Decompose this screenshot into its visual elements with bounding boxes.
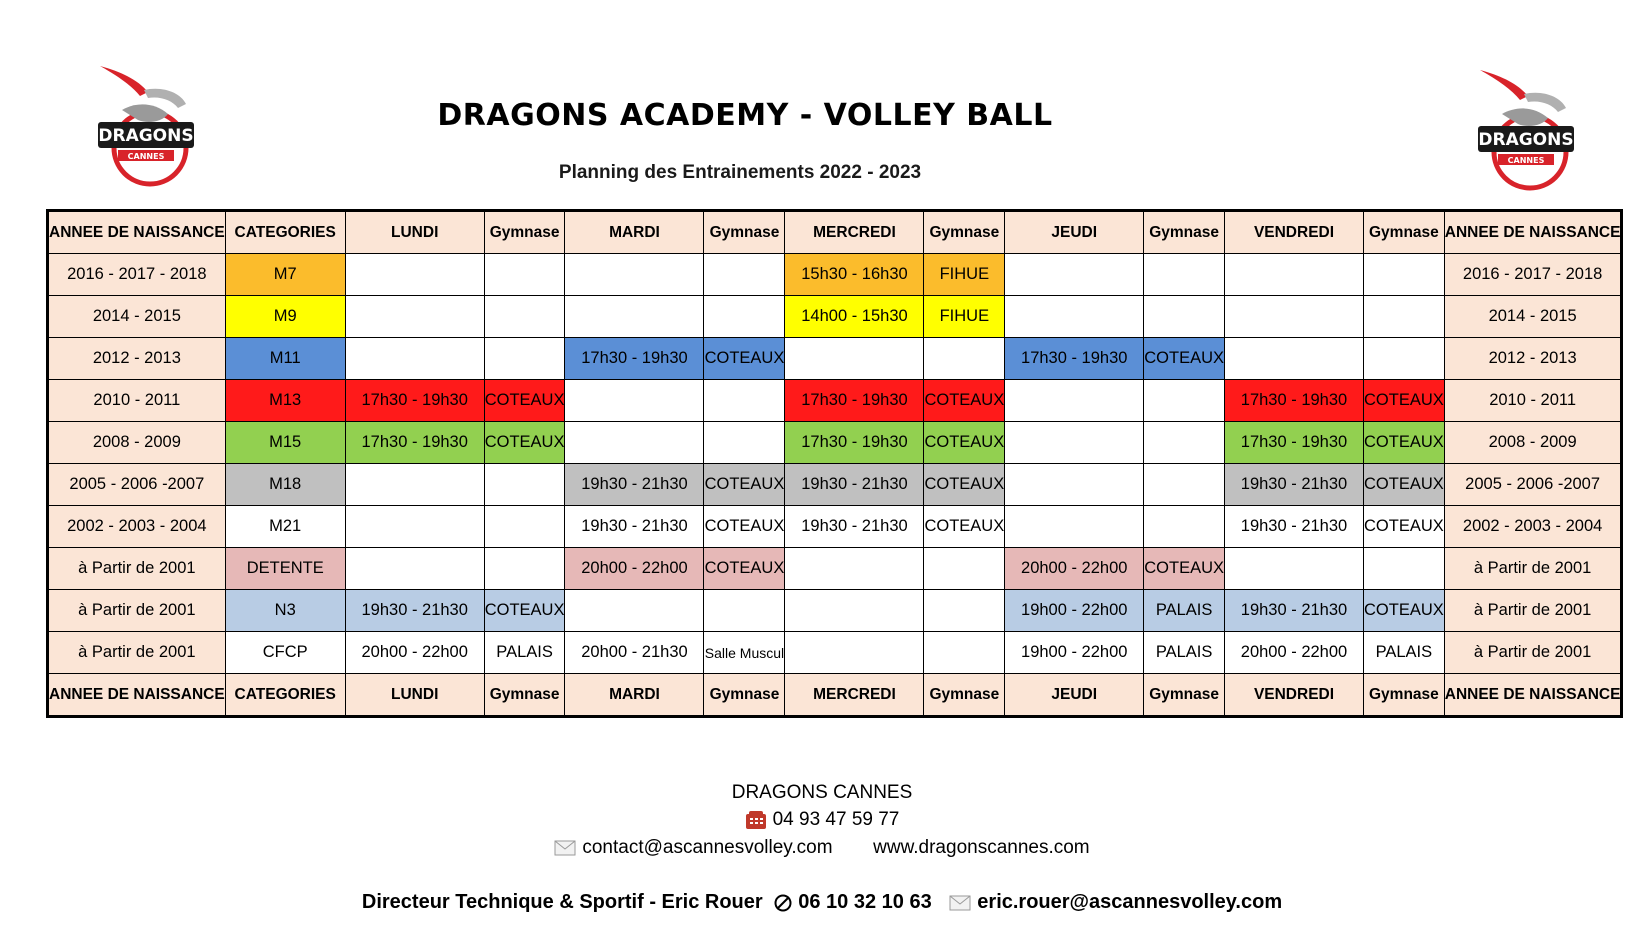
time-slot-cell: 19h30 - 21h30	[1225, 464, 1364, 506]
table-header-row	[48, 211, 1622, 254]
club-website[interactable]: www.dragonscannes.com	[873, 837, 1090, 858]
gym-cell	[484, 296, 565, 338]
gym-cell: COTEAUX	[924, 422, 1005, 464]
column-header: Gymnase	[484, 211, 565, 254]
column-header: CATEGORIES	[225, 211, 345, 254]
column-header: LUNDI	[345, 674, 484, 717]
time-slot-cell	[1005, 254, 1144, 296]
time-slot-cell: 19h00 - 22h00	[1005, 590, 1144, 632]
birth-year-cell: 2005 - 2006 -2007	[48, 464, 226, 506]
category-cell: M15	[225, 422, 345, 464]
time-slot-cell: 17h30 - 19h30	[1225, 380, 1364, 422]
time-slot-cell	[1225, 548, 1364, 590]
time-slot-cell: 17h30 - 19h30	[565, 338, 704, 380]
gym-cell	[1364, 254, 1445, 296]
director-name: Directeur Technique & Sportif - Eric Rouer	[361, 891, 763, 913]
birth-year-cell: à Partir de 2001	[1444, 590, 1622, 632]
gym-cell: COTEAUX	[484, 590, 565, 632]
time-slot-cell	[1005, 380, 1144, 422]
time-slot-cell	[565, 296, 704, 338]
gym-cell	[704, 380, 785, 422]
gym-cell: COTEAUX	[704, 548, 785, 590]
birth-year-cell: à Partir de 2001	[48, 632, 226, 674]
gym-cell	[484, 506, 565, 548]
time-slot-cell	[565, 422, 704, 464]
column-header: Gymnase	[1144, 674, 1225, 717]
gym-cell	[1144, 422, 1225, 464]
gym-cell: COTEAUX	[484, 380, 565, 422]
column-header: Gymnase	[704, 211, 785, 254]
table-row	[48, 632, 1622, 674]
birth-year-cell: 2002 - 2003 - 2004	[48, 506, 226, 548]
table-row	[48, 380, 1622, 422]
time-slot-cell	[785, 632, 924, 674]
category-cell: M7	[225, 254, 345, 296]
birth-year-cell: à Partir de 2001	[1444, 632, 1622, 674]
mail-icon	[554, 840, 576, 856]
time-slot-cell	[1005, 464, 1144, 506]
column-header: Gymnase	[484, 674, 565, 717]
table-row	[48, 296, 1622, 338]
time-slot-cell	[345, 548, 484, 590]
gym-cell: FIHUE	[924, 296, 1005, 338]
category-cell: M9	[225, 296, 345, 338]
birth-year-cell: 2010 - 2011	[48, 380, 226, 422]
time-slot-cell: 19h30 - 21h30	[565, 464, 704, 506]
column-header: Gymnase	[1364, 211, 1445, 254]
time-slot-cell: 14h00 - 15h30	[785, 296, 924, 338]
column-header: VENDREDI	[1225, 674, 1364, 717]
gym-cell: COTEAUX	[1364, 464, 1445, 506]
logo-text-top: DRAGONS	[1478, 130, 1574, 150]
footer-contact-line	[0, 837, 1644, 859]
gym-cell: COTEAUX	[924, 380, 1005, 422]
gym-cell: COTEAUX	[704, 464, 785, 506]
column-header: MERCREDI	[785, 211, 924, 254]
time-slot-cell	[1225, 338, 1364, 380]
column-header: Gymnase	[924, 674, 1005, 717]
table-row	[48, 422, 1622, 464]
time-slot-cell: 20h00 - 21h30	[565, 632, 704, 674]
time-slot-cell	[345, 254, 484, 296]
category-cell: M13	[225, 380, 345, 422]
gym-cell: PALAIS	[1364, 632, 1445, 674]
time-slot-cell	[1005, 506, 1144, 548]
time-slot-cell: 20h00 - 22h00	[1005, 548, 1144, 590]
gym-cell: COTEAUX	[1364, 506, 1445, 548]
gym-cell: PALAIS	[484, 632, 565, 674]
time-slot-cell	[1005, 296, 1144, 338]
time-slot-cell: 17h30 - 19h30	[1005, 338, 1144, 380]
page-title: DRAGONS ACADEMY - VOLLEY BALL	[437, 98, 1053, 133]
column-header: ANNEE DE NAISSANCE	[48, 674, 226, 717]
time-slot-cell	[1225, 254, 1364, 296]
footer-club	[0, 782, 1644, 804]
gym-cell	[704, 254, 785, 296]
time-slot-cell	[565, 590, 704, 632]
footer-director-line	[0, 891, 1644, 914]
gym-cell	[1364, 296, 1445, 338]
gym-cell: PALAIS	[1144, 590, 1225, 632]
birth-year-cell: 2014 - 2015	[1444, 296, 1622, 338]
table-row	[48, 338, 1622, 380]
gym-cell	[1364, 338, 1445, 380]
director-phone: 06 10 32 10 63	[798, 891, 932, 913]
column-header: Gymnase	[704, 674, 785, 717]
time-slot-cell: 19h30 - 21h30	[1225, 506, 1364, 548]
time-slot-cell	[565, 254, 704, 296]
director-email[interactable]: eric.rouer@ascannesvolley.com	[977, 891, 1283, 913]
birth-year-cell: 2016 - 2017 - 2018	[48, 254, 226, 296]
table-row	[48, 548, 1622, 590]
birth-year-cell: 2012 - 2013	[48, 338, 226, 380]
category-cell: M11	[225, 338, 345, 380]
birth-year-cell: 2008 - 2009	[1444, 422, 1622, 464]
time-slot-cell	[785, 338, 924, 380]
column-header: JEUDI	[1005, 674, 1144, 717]
gym-cell: COTEAUX	[704, 338, 785, 380]
gym-cell: COTEAUX	[1364, 590, 1445, 632]
gym-cell	[924, 590, 1005, 632]
time-slot-cell: 17h30 - 19h30	[1225, 422, 1364, 464]
gym-cell	[484, 464, 565, 506]
table-row	[48, 506, 1622, 548]
phone-icon	[745, 810, 767, 830]
training-schedule-table	[46, 209, 1623, 718]
gym-cell	[704, 296, 785, 338]
column-header: MARDI	[565, 674, 704, 717]
birth-year-cell: 2014 - 2015	[48, 296, 226, 338]
time-slot-cell	[785, 590, 924, 632]
mail-icon	[949, 895, 971, 911]
gym-cell	[1144, 506, 1225, 548]
logo-text-top: DRAGONS	[98, 126, 194, 146]
gym-cell: COTEAUX	[924, 464, 1005, 506]
category-cell: DETENTE	[225, 548, 345, 590]
table-row	[48, 254, 1622, 296]
column-header: ANNEE DE NAISSANCE	[1444, 211, 1622, 254]
table-row	[48, 464, 1622, 506]
column-header: CATEGORIES	[225, 674, 345, 717]
table-header-row	[48, 674, 1622, 717]
time-slot-cell	[1225, 296, 1364, 338]
time-slot-cell: 17h30 - 19h30	[785, 422, 924, 464]
gym-cell	[704, 590, 785, 632]
birth-year-cell: 2005 - 2006 -2007	[1444, 464, 1622, 506]
birth-year-cell: à Partir de 2001	[48, 548, 226, 590]
column-header: Gymnase	[1144, 211, 1225, 254]
footer-phone-line	[0, 809, 1644, 831]
birth-year-cell: à Partir de 2001	[48, 590, 226, 632]
gym-cell: PALAIS	[1144, 632, 1225, 674]
gym-cell: COTEAUX	[704, 506, 785, 548]
time-slot-cell: 19h30 - 21h30	[565, 506, 704, 548]
mobile-phone-icon	[774, 894, 792, 912]
category-cell: CFCP	[225, 632, 345, 674]
gym-cell: COTEAUX	[1364, 422, 1445, 464]
gym-cell	[924, 548, 1005, 590]
birth-year-cell: 2008 - 2009	[48, 422, 226, 464]
gym-cell: Salle Muscul	[704, 632, 785, 674]
column-header: MERCREDI	[785, 674, 924, 717]
gym-cell: COTEAUX	[484, 422, 565, 464]
category-cell: M21	[225, 506, 345, 548]
time-slot-cell: 19h30 - 21h30	[785, 464, 924, 506]
logo-text-bottom: CANNES	[127, 152, 165, 161]
club-email[interactable]: contact@ascannesvolley.com	[582, 837, 833, 858]
column-header: Gymnase	[924, 211, 1005, 254]
category-cell: N3	[225, 590, 345, 632]
column-header: JEUDI	[1005, 211, 1144, 254]
column-header: VENDREDI	[1225, 211, 1364, 254]
column-header: ANNEE DE NAISSANCE	[1444, 674, 1622, 717]
page-subtitle: Planning des Entrainements 2022 - 2023	[558, 162, 922, 183]
time-slot-cell: 19h30 - 21h30	[345, 590, 484, 632]
dragons-logo-right	[1472, 66, 1582, 196]
time-slot-cell: 19h30 - 21h30	[785, 506, 924, 548]
gym-cell: COTEAUX	[1144, 338, 1225, 380]
time-slot-cell: 20h00 - 22h00	[1225, 632, 1364, 674]
time-slot-cell: 17h30 - 19h30	[345, 422, 484, 464]
gym-cell	[704, 422, 785, 464]
time-slot-cell: 19h30 - 21h30	[1225, 590, 1364, 632]
club-phone: 04 93 47 59 77	[772, 809, 900, 830]
birth-year-cell: 2010 - 2011	[1444, 380, 1622, 422]
gym-cell: FIHUE	[924, 254, 1005, 296]
gym-cell	[924, 338, 1005, 380]
gym-cell	[1364, 548, 1445, 590]
gym-cell	[1144, 296, 1225, 338]
birth-year-cell: 2016 - 2017 - 2018	[1444, 254, 1622, 296]
column-header: Gymnase	[1364, 674, 1445, 717]
time-slot-cell	[345, 506, 484, 548]
gym-cell	[924, 632, 1005, 674]
gym-cell	[484, 548, 565, 590]
time-slot-cell	[1005, 422, 1144, 464]
gym-cell	[484, 254, 565, 296]
time-slot-cell: 17h30 - 19h30	[785, 380, 924, 422]
gym-cell	[1144, 380, 1225, 422]
column-header: MARDI	[565, 211, 704, 254]
birth-year-cell: 2002 - 2003 - 2004	[1444, 506, 1622, 548]
time-slot-cell: 17h30 - 19h30	[345, 380, 484, 422]
table-row	[48, 590, 1622, 632]
column-header: LUNDI	[345, 211, 484, 254]
gym-cell	[484, 338, 565, 380]
time-slot-cell	[345, 464, 484, 506]
time-slot-cell: 20h00 - 22h00	[565, 548, 704, 590]
category-cell: M18	[225, 464, 345, 506]
gym-cell: COTEAUX	[1364, 380, 1445, 422]
logo-text-bottom: CANNES	[1507, 156, 1545, 165]
time-slot-cell	[565, 380, 704, 422]
birth-year-cell: 2012 - 2013	[1444, 338, 1622, 380]
dragons-logo-left	[92, 62, 202, 192]
time-slot-cell: 19h00 - 22h00	[1005, 632, 1144, 674]
time-slot-cell: 20h00 - 22h00	[345, 632, 484, 674]
time-slot-cell	[345, 296, 484, 338]
time-slot-cell	[345, 338, 484, 380]
time-slot-cell: 15h30 - 16h30	[785, 254, 924, 296]
gym-cell: COTEAUX	[1144, 548, 1225, 590]
gym-cell	[1144, 254, 1225, 296]
birth-year-cell: à Partir de 2001	[1444, 548, 1622, 590]
gym-cell: COTEAUX	[924, 506, 1005, 548]
column-header: ANNEE DE NAISSANCE	[48, 211, 226, 254]
gym-cell	[1144, 464, 1225, 506]
time-slot-cell	[785, 548, 924, 590]
club-name: DRAGONS CANNES	[731, 782, 913, 803]
